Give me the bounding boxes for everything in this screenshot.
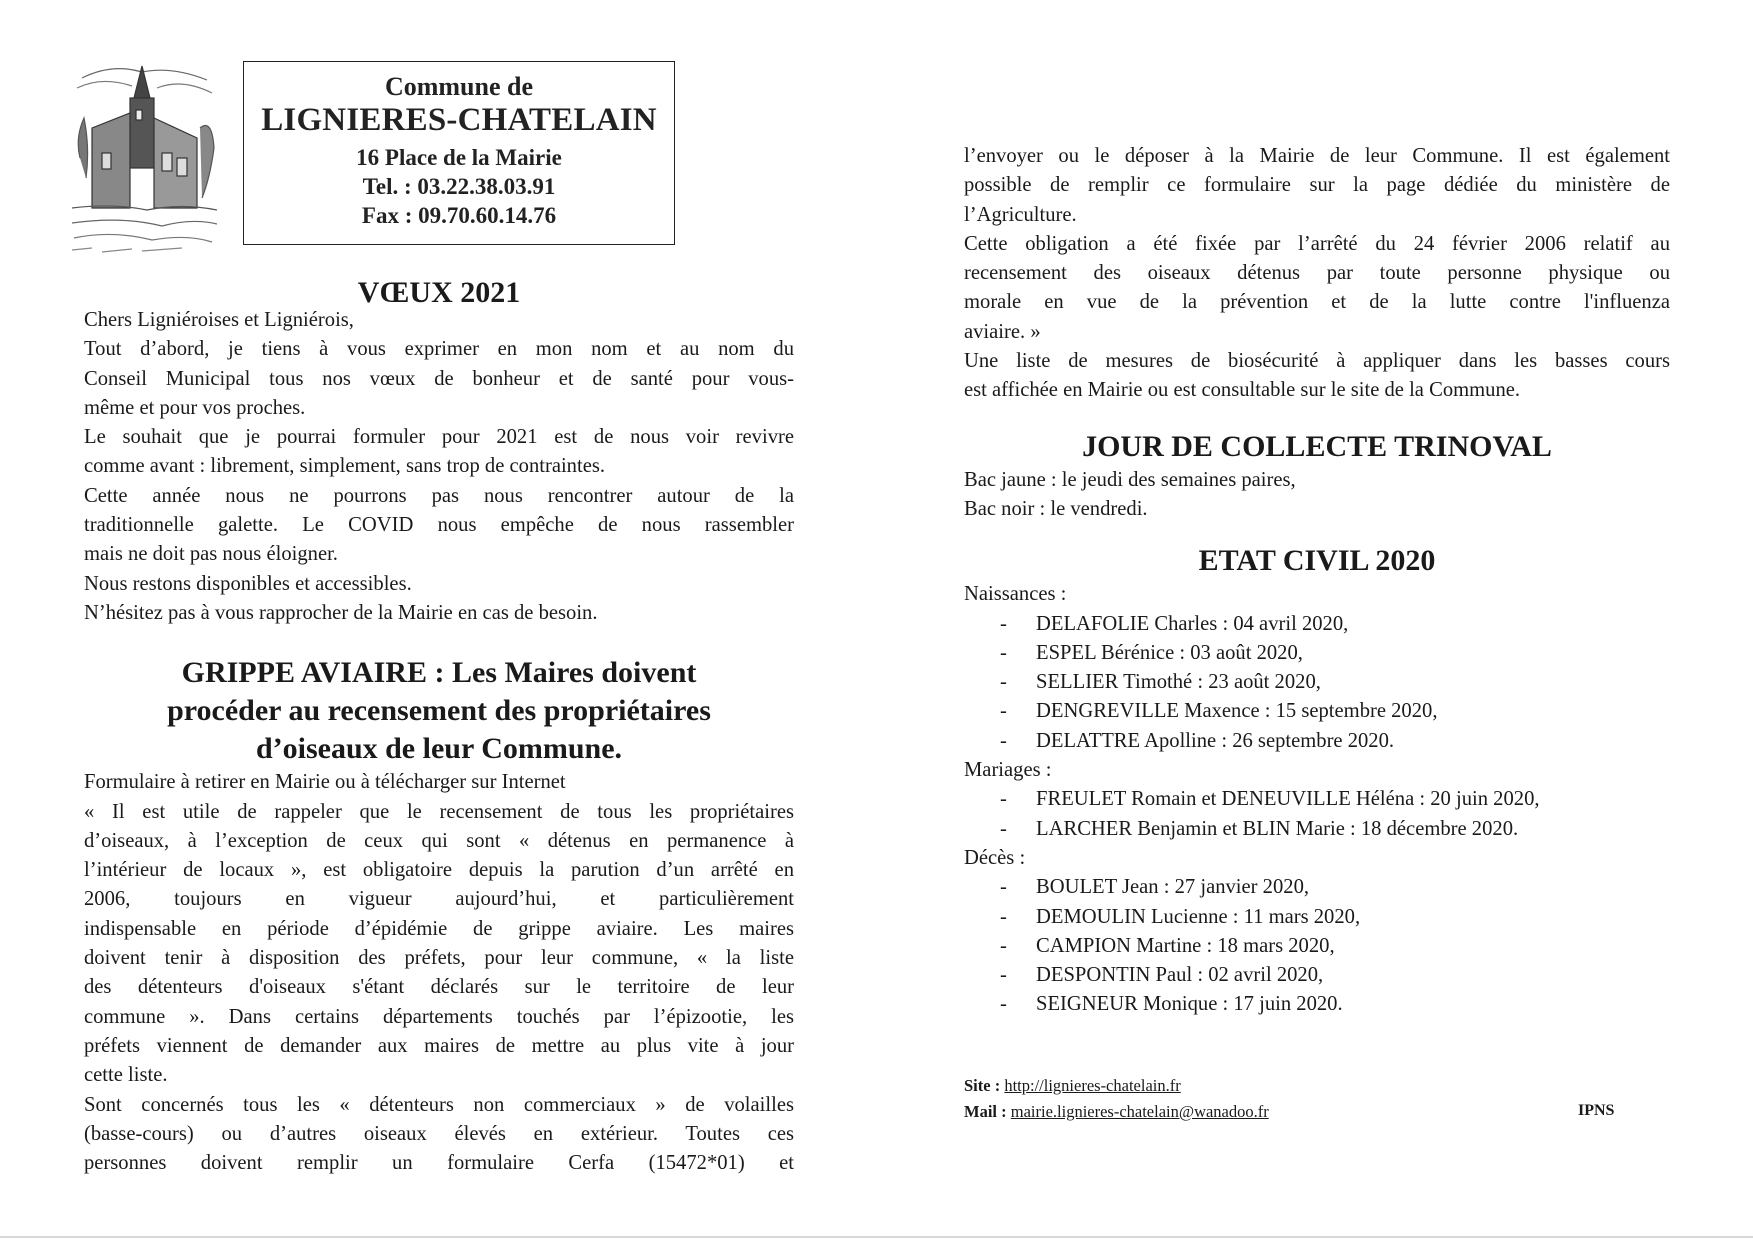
list-dash: - — [1000, 993, 1007, 1016]
commune-tel: Tel. : 03.22.38.03.91 — [362, 174, 556, 199]
grippe-line: est affichée en Mairie ou est consultable sur le site de la Commune. — [964, 379, 1521, 402]
commune-fax: Fax : 09.70.60.14.76 — [361, 203, 557, 228]
list-dash: - — [1000, 641, 1007, 664]
deces-item-text: DESPONTIN Paul : 02 avril 2020, — [1036, 964, 1324, 987]
grippe-line: l’envoyer ou le déposer à la Mairie de leur Commune. Il est également — [964, 145, 1670, 167]
church-sketch-icon — [72, 58, 217, 253]
voeux-line: Tout d’abord, je tiens à vous exprimer en mon nom et au nom du — [84, 338, 794, 361]
voeux-body — [84, 306, 794, 628]
voeux-title: VŒUX 2021 — [357, 276, 521, 309]
site-label: Site : — [964, 1076, 1001, 1095]
deces-label: Décès : — [964, 846, 1026, 869]
voeux-line: N’hésitez pas à vous rapprocher de la Mairie en cas de besoin. — [84, 601, 598, 624]
commune-label: Commune de — [384, 72, 534, 101]
ipns-mark: IPNS — [1578, 1102, 1615, 1119]
voeux-line: même et pour vos proches. — [84, 396, 306, 419]
site-link[interactable]: http://lignieres-chatelain.fr — [1004, 1076, 1181, 1095]
deces-item — [964, 903, 1670, 932]
mariages-label: Mariages : — [964, 759, 1052, 782]
deces-item-text: CAMPION Martine : 18 mars 2020, — [1036, 934, 1335, 957]
grippe-line: personnes doivent remplir un formulaire Cerfa (15472*01) et — [84, 1152, 794, 1175]
grippe-line: doivent tenir à disposition des préfets, pour leur commune, « la liste — [84, 947, 794, 970]
grippe-line: cette liste. — [84, 1064, 168, 1087]
voeux-line: Conseil Municipal tous nos vœux de bonheur et de santé pour vous- — [84, 367, 794, 390]
grippe-line: Une liste de mesures de biosécurité à appliquer dans les basses cours — [964, 350, 1670, 373]
grippe-line: indispensable en période d’épidémie de grippe aviaire. Les maires — [84, 917, 794, 940]
list-dash: - — [1000, 671, 1007, 694]
right-column — [964, 142, 1670, 1020]
commune-header-box — [243, 61, 675, 245]
list-dash: - — [1000, 934, 1007, 957]
deces-item-text: BOULET Jean : 27 janvier 2020, — [1036, 876, 1310, 899]
collecte-body — [964, 466, 1670, 525]
list-dash: - — [1000, 817, 1007, 840]
grippe-line: Cette obligation a été fixée par l’arrêté du 24 février 2006 relatif au — [964, 232, 1670, 255]
list-dash: - — [1000, 612, 1007, 635]
naissance-item — [964, 610, 1670, 639]
grippe-line: des détenteurs d'oiseaux s'étant déclarés sur le territoire de leur — [84, 976, 794, 999]
naissance-item — [964, 727, 1670, 756]
naissances-label: Naissances : — [964, 583, 1067, 606]
collecte-line: Bac noir : le vendredi. — [964, 497, 1148, 520]
mail-label: Mail : — [964, 1102, 1007, 1121]
mariages-list — [964, 785, 1670, 844]
grippe-line: (basse-cours) ou d’autres oiseaux élevés en extérieur. Toutes ces — [84, 1122, 794, 1145]
grippe-line: préfets viennent de demander aux maires de mettre au plus vite à jour — [84, 1034, 794, 1057]
voeux-line: comme avant : librement, simplement, sans trop de contraintes. — [84, 455, 605, 478]
grippe-title-line: GRIPPE AVIAIRE : Les Maires doivent — [181, 656, 697, 690]
mariage-item-text: LARCHER Benjamin et BLIN Marie : 18 décembre 2020. — [1036, 817, 1519, 840]
grippe-line: aviaire. » — [964, 320, 1041, 343]
list-dash: - — [1000, 700, 1007, 723]
list-dash: - — [1000, 788, 1007, 811]
deces-item — [964, 873, 1670, 902]
list-dash: - — [1000, 905, 1007, 928]
etat-civil-title: ETAT CIVIL 2020 — [1198, 544, 1436, 578]
scan-edge-divider — [0, 1236, 1753, 1238]
grippe-line: l’Agriculture. — [964, 203, 1077, 226]
naissance-item-text: SELLIER Timothé : 23 août 2020, — [1036, 671, 1321, 694]
mariage-item-text: FREULET Romain et DENEUVILLE Héléna : 20 juin 2020, — [1036, 788, 1540, 811]
grippe-line: recensement des oiseaux détenus par toute personne physique ou — [964, 262, 1670, 285]
deces-item — [964, 990, 1670, 1019]
deces-item-text: SEIGNEUR Monique : 17 juin 2020. — [1036, 993, 1343, 1016]
mariage-item — [964, 785, 1670, 814]
naissance-item — [964, 639, 1670, 668]
collecte-title: JOUR DE COLLECTE TRINOVAL — [1082, 429, 1552, 463]
commune-address: 16 Place de la Mairie — [356, 145, 562, 170]
left-column — [84, 274, 794, 1178]
voeux-line: Cette année nous ne pourrons pas nous rencontrer autour de la — [84, 484, 794, 507]
naissance-item — [964, 697, 1670, 726]
naissance-item-text: DENGREVILLE Maxence : 15 septembre 2020, — [1036, 700, 1438, 723]
list-dash: - — [1000, 964, 1007, 987]
naissance-item-text: ESPEL Bérénice : 03 août 2020, — [1036, 641, 1303, 664]
mariage-item — [964, 815, 1670, 844]
collecte-line: Bac jaune : le jeudi des semaines paires, — [964, 468, 1296, 491]
naissance-item-text: DELATTRE Apolline : 26 septembre 2020. — [1036, 729, 1395, 752]
grippe-line: Formulaire à retirer en Mairie ou à télécharger sur Internet — [84, 771, 566, 794]
voeux-line: mais ne doit pas nous éloigner. — [84, 543, 338, 566]
naissance-item-text: DELAFOLIE Charles : 04 avril 2020, — [1036, 612, 1349, 635]
mail-link[interactable]: mairie.lignieres-chatelain@wanadoo.fr — [1010, 1102, 1269, 1121]
grippe-line: l’intérieur de locaux », est obligatoire depuis la parution d’un arrêté en — [84, 859, 794, 882]
grippe-title — [84, 654, 794, 768]
grippe-line: possible de remplir ce formulaire sur la page dédiée du ministère de — [964, 174, 1670, 197]
grippe-title-line: procéder au recensement des propriétaires — [167, 694, 711, 728]
voeux-line: traditionnelle galette. Le COVID nous empêche de nous rassembler — [84, 514, 794, 537]
voeux-line: Le souhait que je pourrai formuler pour 2021 est de nous voir revivre — [84, 426, 794, 449]
deces-list — [964, 873, 1670, 1019]
footer-site — [964, 1076, 1181, 1096]
list-dash: - — [1000, 876, 1007, 899]
footer-mail — [964, 1102, 1269, 1122]
grippe-line: d’oiseaux, à l’exception de ceux qui sont « détenus en permanence à — [84, 829, 794, 852]
deces-item — [964, 961, 1670, 990]
voeux-line: Chers Ligniéroises et Ligniérois, — [84, 309, 354, 331]
grippe-line: Sont concernés tous les « détenteurs non commerciaux » de volailles — [84, 1093, 794, 1116]
grippe-body — [84, 768, 794, 1178]
grippe-line: 2006, toujours en vigueur aujourd’hui, et particulièrement — [84, 888, 794, 911]
naissance-item — [964, 668, 1670, 697]
deces-item-text: DEMOULIN Lucienne : 11 mars 2020, — [1036, 905, 1361, 928]
grippe-line: commune ». Dans certains départements touchés par l’épizootie, les — [84, 1005, 794, 1028]
deces-item — [964, 932, 1670, 961]
voeux-line: Nous restons disponibles et accessibles. — [84, 572, 412, 595]
commune-name: LIGNIERES-CHATELAIN — [261, 102, 657, 138]
grippe-title-line: d’oiseaux de leur Commune. — [255, 732, 623, 766]
naissances-list — [964, 610, 1670, 756]
list-dash: - — [1000, 729, 1007, 752]
grippe-body-continued — [964, 142, 1670, 406]
grippe-line: « Il est utile de rappeler que le recensement de tous les propriétaires — [84, 800, 794, 823]
grippe-line: morale en vue de la prévention et de la lutte contre l'influenza — [964, 291, 1670, 314]
